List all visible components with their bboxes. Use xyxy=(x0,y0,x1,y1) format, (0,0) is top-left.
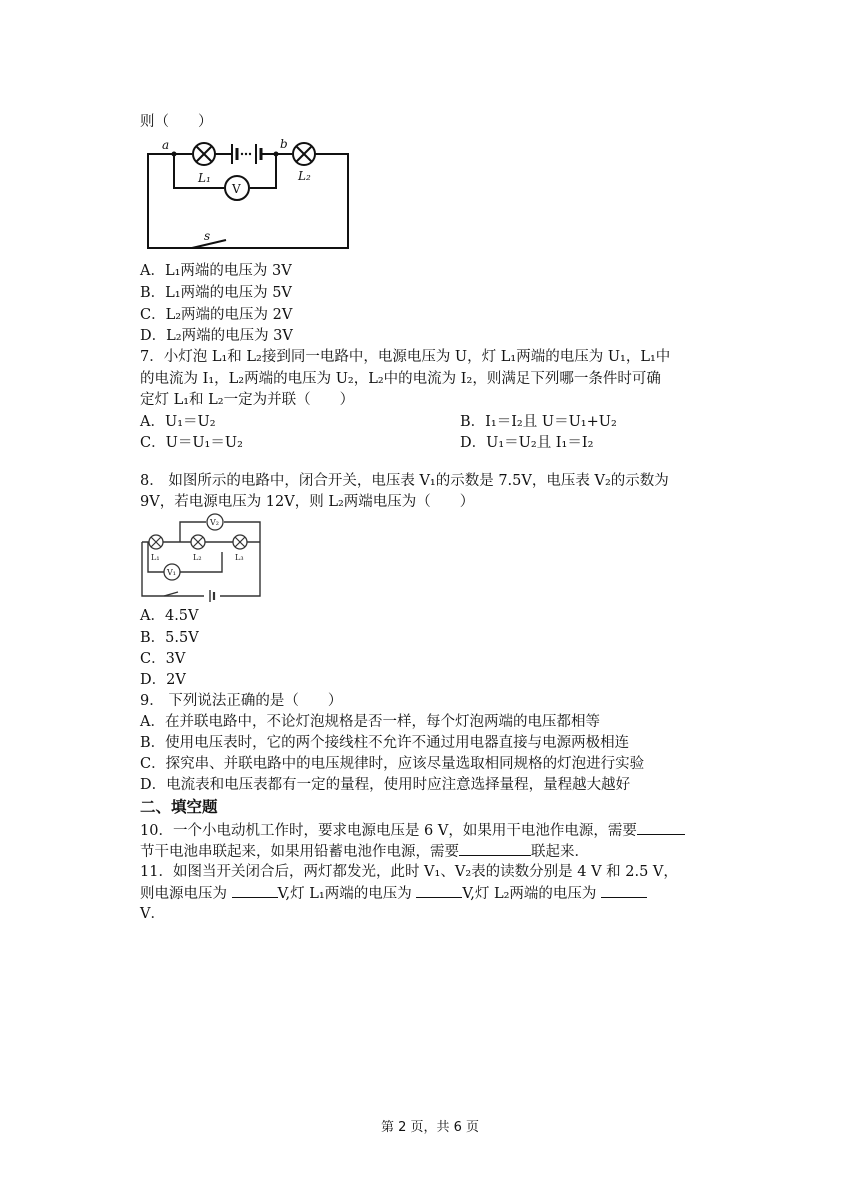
q7-stem-line-3: 定灯 L₁和 L₂一定为并联（ ） xyxy=(140,392,355,408)
q8-label-l1: L₁ xyxy=(151,553,160,562)
q7-option-a: A．U₁＝U₂ xyxy=(140,414,216,430)
q10-blank-1[interactable] xyxy=(637,820,685,835)
q8-option-a: A．4.5V xyxy=(140,608,199,624)
q8-label-l2: L₂ xyxy=(193,553,202,562)
q7-stem-line-1: 7．小灯泡 L₁和 L₂接到同一电路中，电源电压为 U，灯 L₁两端的电压为 U₁，L₁中 xyxy=(140,349,671,365)
q8-label-l3: L₃ xyxy=(235,553,244,562)
q11-line-2 xyxy=(140,883,647,904)
q8-option-c: C．3V xyxy=(140,651,186,667)
q11-line-3: V． xyxy=(140,906,165,922)
q8-label-v1: V₁ xyxy=(167,568,176,577)
q9-option-d: D．电流表和电压表都有一定的量程，使用时应注意选择量程，量程越大越好 xyxy=(140,777,631,793)
q8-stem-line-1: 8． 如图所示的电路中，闭合开关，电压表 V₁的示数是 7.5V，电压表 V₂的示数为 xyxy=(140,473,669,489)
q7-stem-line-2: 的电流为 I₁，L₂两端的电压为 U₂，L₂中的电流为 I₂，则满足下列哪一条件时可确 xyxy=(140,371,661,387)
section-heading-fill-in: 二、填空题 xyxy=(140,798,218,816)
q7-option-d: D．U₁＝U₂且 I₁＝I₂ xyxy=(460,435,594,451)
q9-option-c: C．探究串、并联电路中的电压规律时，应该尽量选取相同规格的灯泡进行实验 xyxy=(140,756,645,772)
q11-text-2c: V,灯 L₂两端的电压为 xyxy=(462,886,597,902)
q10-blank-2[interactable] xyxy=(459,841,531,856)
q6-option-d: D．L₂两端的电压为 3V xyxy=(140,328,293,344)
q6-label-s: s xyxy=(204,229,211,243)
q8-stem-line-2: 9V，若电源电压为 12V，则 L₂两端电压为（ ） xyxy=(140,494,475,510)
q8-circuit-figure xyxy=(140,512,264,604)
q7-option-c: C．U＝U₁＝U₂ xyxy=(140,435,243,451)
q9-option-b: B．使用电压表时，它的两个接线柱不允许不通过用电器直接与电源两极相连 xyxy=(140,735,630,751)
q10-line-2 xyxy=(140,841,589,862)
q10-text-2b: 联起来． xyxy=(531,844,589,860)
q10-line-1 xyxy=(140,820,685,841)
q6-option-c: C．L₂两端的电压为 2V xyxy=(140,307,293,323)
q11-blank-3[interactable] xyxy=(601,883,647,898)
q8-option-d: D．2V xyxy=(140,672,186,688)
q9-stem: 9． 下列说法正确的是（ ） xyxy=(140,693,343,709)
q11-blank-1[interactable] xyxy=(232,883,278,898)
q8-label-v2: V₂ xyxy=(210,518,219,527)
q6-label-a: a xyxy=(162,138,170,152)
q6-option-a: A．L₁两端的电压为 3V xyxy=(140,263,292,279)
q6-label-v: V xyxy=(232,182,241,196)
q6-label-l1: L₁ xyxy=(198,171,211,185)
q11-line-1: 11．如图当开关闭合后，两灯都发光，此时 V₁、V₂表的读数分别是 4 V 和 2.5 V， xyxy=(140,864,678,880)
page-footer: 第 2 页，共 6 页 xyxy=(380,1120,480,1135)
q10-text-1: 10．一个小电动机工作时，要求电源电压是 6 V，如果用干电池作电源，需要 xyxy=(140,823,637,839)
q6-option-b: B．L₁两端的电压为 5V xyxy=(140,285,292,301)
q6-label-b: b xyxy=(280,137,288,151)
q7-option-b: B．I₁＝I₂且 U＝U₁+U₂ xyxy=(460,414,617,430)
q6-label-l2: L₂ xyxy=(298,169,311,183)
q11-text-2a: 则电源电压为 xyxy=(140,886,227,902)
q9-option-a: A．在并联电路中，不论灯泡规格是否一样，每个灯泡两端的电压都相等 xyxy=(140,714,600,730)
q8-option-b: B．5.5V xyxy=(140,630,199,646)
q11-text-2b: V,灯 L₁两端的电压为 xyxy=(277,886,412,902)
q10-text-2a: 节干电池串联起来，如果用铅蓄电池作电源，需要 xyxy=(140,844,459,860)
q6-circuit-figure xyxy=(140,136,356,254)
q6-stem-tail: 则（ ） xyxy=(140,114,213,130)
q11-blank-2[interactable] xyxy=(416,883,462,898)
